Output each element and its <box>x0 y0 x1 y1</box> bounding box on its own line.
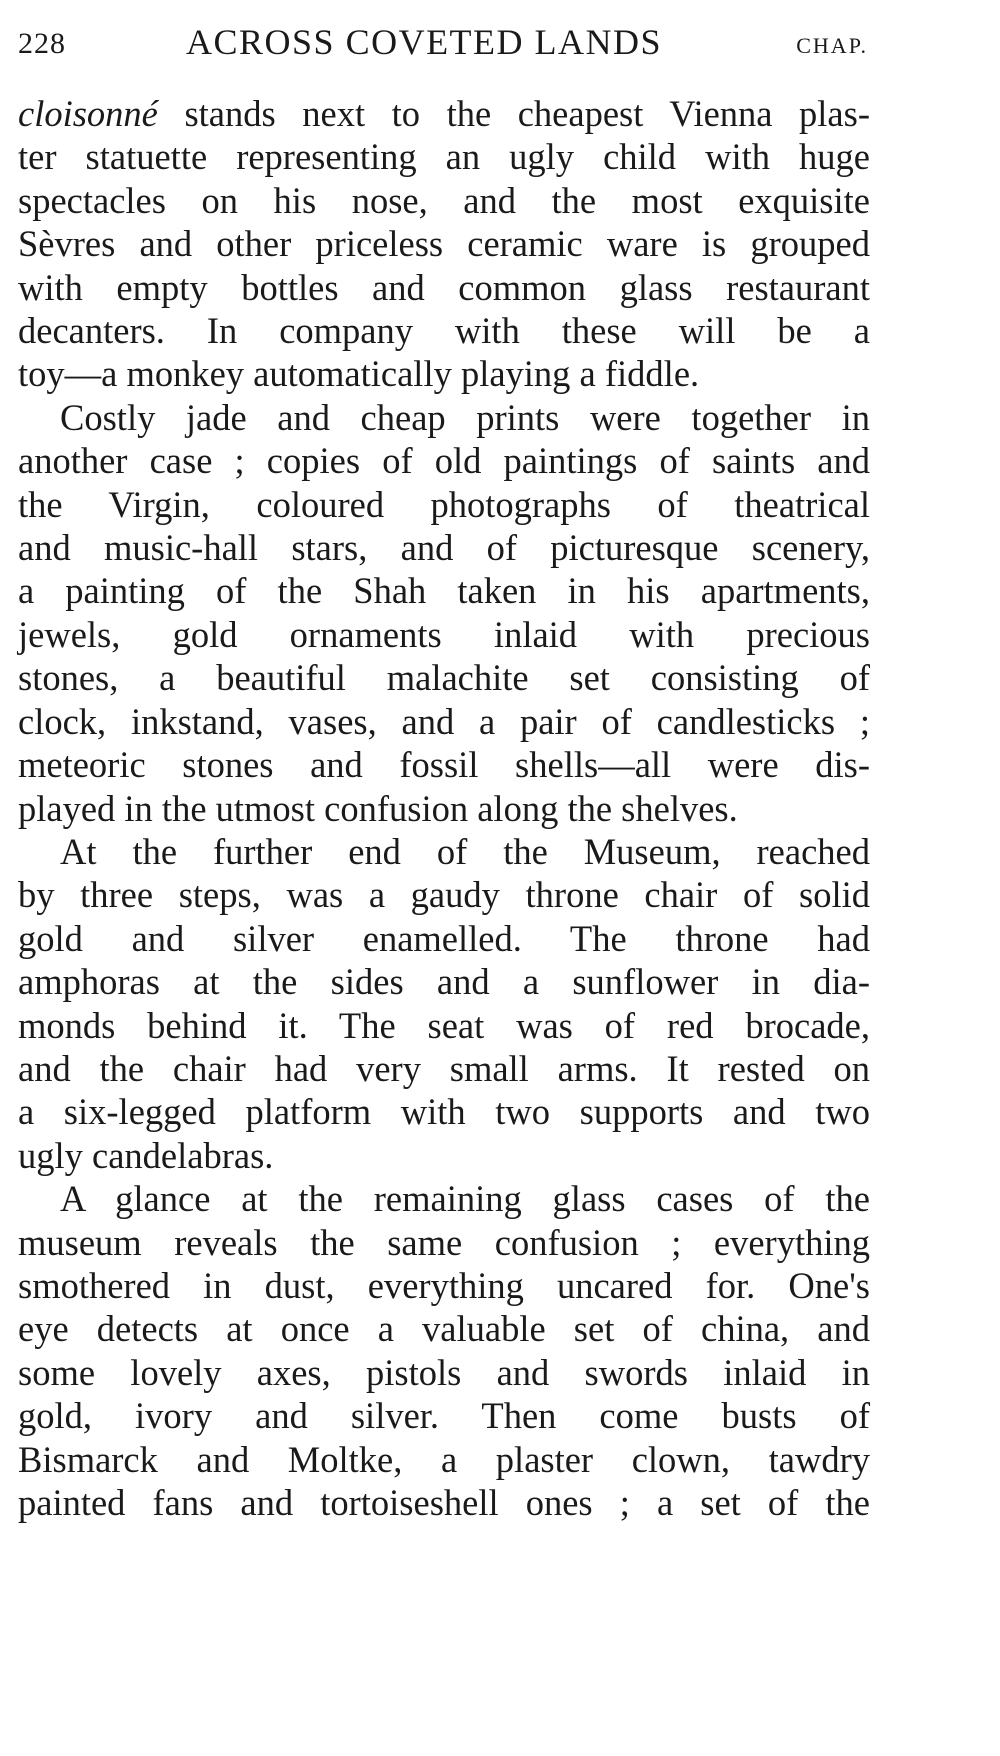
running-title: ACROSS COVETED LANDS <box>186 22 663 62</box>
text-line: meteoric stones and fossil shells—all were dis- <box>18 744 870 786</box>
text-line: gold, ivory and silver. Then come busts of <box>18 1395 870 1437</box>
text-line: a painting of the Shah taken in his apartments, <box>18 570 870 612</box>
chapter-label: CHAP. <box>796 33 868 58</box>
paragraph-2 <box>18 396 870 830</box>
text-span: stands next to the cheapest Vienna plas- <box>157 93 870 134</box>
text-line: decanters. In company with these will be a <box>18 310 870 352</box>
text-line: eye detects at once a valuable set of china, and <box>18 1308 870 1350</box>
text-line: some lovely axes, pistols and swords inlaid in <box>18 1351 870 1393</box>
text-line: and music-hall stars, and of picturesque scenery, <box>18 527 870 569</box>
text-line: smothered in dust, everything uncared for. One's <box>18 1264 870 1306</box>
text-line: jewels, gold ornaments inlaid with precious <box>18 613 870 655</box>
text-line: At the further end of the Museum, reached <box>60 830 870 872</box>
text-line: ter statuette representing an ugly child with huge <box>18 136 870 178</box>
text-line: A glance at the remaining glass cases of the <box>60 1178 870 1220</box>
text-line: monds behind it. The seat was of red brocade, <box>18 1004 870 1046</box>
text-line: ugly candelabras. <box>18 1134 274 1176</box>
italic-word: cloisonné <box>18 93 158 134</box>
text-line: played in the utmost confusion along the shelves. <box>18 787 738 829</box>
paragraph-3 <box>18 830 870 1177</box>
text-line: by three steps, was a gaudy throne chair of solid <box>18 874 870 916</box>
text-line: painted fans and tortoiseshell ones ; a set of the <box>18 1482 870 1523</box>
text-line: museum reveals the same confusion ; everything <box>18 1221 870 1263</box>
book-page <box>18 14 870 1524</box>
text-line: with empty bottles and common glass restaurant <box>18 266 870 308</box>
text-line: another case ; copies of old paintings of saints and <box>18 440 870 482</box>
text-line: Costly jade and cheap prints were together in <box>60 396 870 438</box>
text-line: the Virgin, coloured photographs of theatrical <box>18 483 870 525</box>
text-line: spectacles on his nose, and the most exquisite <box>18 179 870 221</box>
text-line: gold and silver enamelled. The throne had <box>18 917 870 959</box>
text-line: stones, a beautiful malachite set consisting of <box>18 657 870 699</box>
paragraph-1 <box>18 92 870 396</box>
text-line: toy—a monkey automatically playing a fiddle. <box>18 353 700 395</box>
text-line: Sèvres and other priceless ceramic ware is grouped <box>18 223 870 265</box>
body-text <box>18 92 870 1524</box>
text-line <box>18 92 870 135</box>
text-line: clock, inkstand, vases, and a pair of candlesticks ; <box>18 700 870 742</box>
text-line: amphoras at the sides and a sunflower in dia- <box>18 961 870 1003</box>
text-line: and the chair had very small arms. It rested on <box>18 1047 870 1089</box>
page-number: 228 <box>18 27 66 60</box>
text-line: Bismarck and Moltke, a plaster clown, tawdry <box>18 1438 870 1480</box>
text-line: a six-legged platform with two supports and two <box>18 1091 870 1133</box>
page-header <box>18 14 870 70</box>
paragraph-4 <box>18 1177 870 1524</box>
